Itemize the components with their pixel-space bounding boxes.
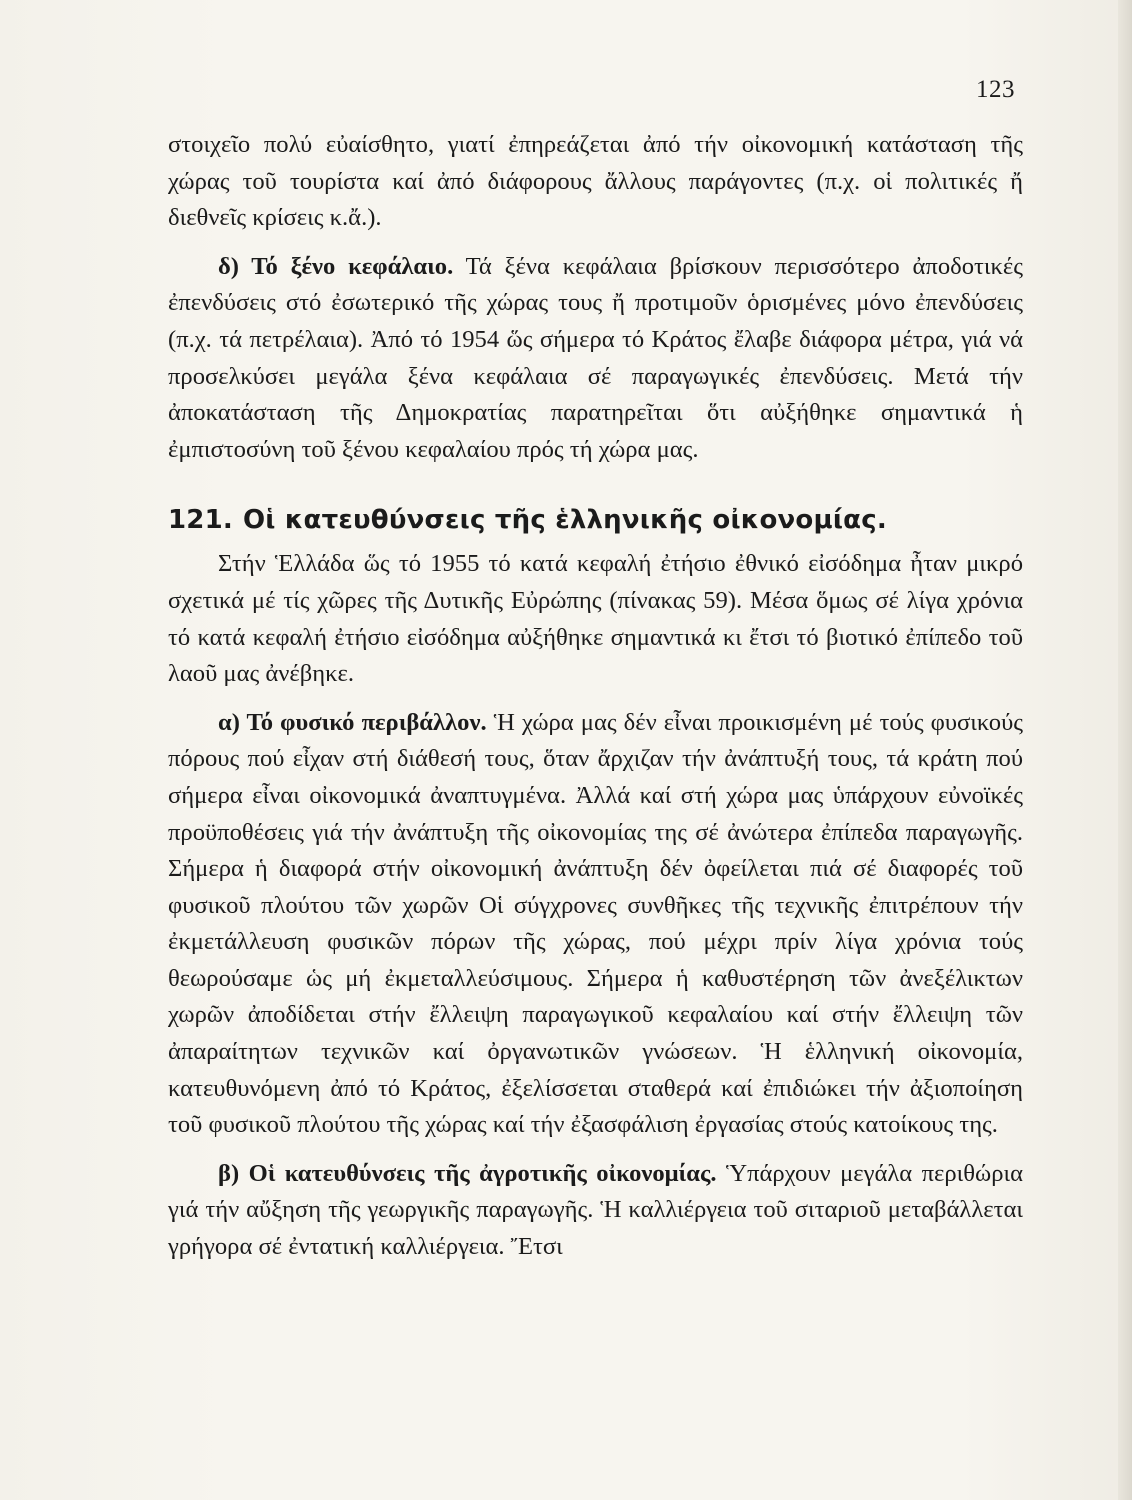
subsection-text-natural-environment: Ἡ χώρα μας δέν εἶναι προικισμένη μέ τούς φυσικούς πόρους πού εἶχαν στή διάθεσή τους, ὅταν ἄρχιζαν τήν ἀνάπτυξή τους, τά κράτη πού σήμερα εἶναι οἰκονομικά ἀναπτυγμένα. Ἀλλά καί στή χώρα μας ὑπάρχουν εὐνοϊκές προϋποθέσεις γιά τήν ἀνάπτυξη τῆς οἰκονομίας της σέ ἀνώτερα ἐπίπεδα παραγωγῆς. Σήμερα ἡ διαφορά στήν οἰκονομική ἀνάπτυξη δέν ὀφείλεται πιά σέ διαφορές τοῦ φυσικοῦ πλούτου τῶν χωρῶν Οἱ σύγχρονες συνθῆκες τῆς τεχνικῆς ἐπιτρέπουν τήν ἐκμετάλλευση φυσικῶν πόρων τῆς χώρας, πού μέχρι πρίν λίγα χρόνια τούς θεωρούσαμε ὡς μή ἐκμεταλλεύσιμους. Σήμερα ἡ καθυστέρηση τῶν ἀνεξέλικτων χωρῶν ἀποδίδεται στήν ἔλλειψη παραγωγικοῦ κεφαλαίου καί στήν ἔλλειψη τῶν ἀπαραίτητων τεχνικῶν καί ὀργανωτικῶν γνώσεων. Ἡ ἑλληνική οἰκονομία, κατευθυνόμενη ἀπό τό Κράτος, ἐξελίσσεται σταθερά καί ἐπιδιώκει τήν ἀξιοποίηση τοῦ φυσικοῦ πλούτου τῆς χώρας καί τήν ἐξασφάλιση ἐργασίας στούς κατοίκους της.	[168, 708, 1023, 1139]
subsection-text-foreign-capital: Τά ξένα κεφάλαια βρίσκουν περισσότερο ἀποδοτικές ἐπενδύσεις στό ἐσωτερικό τῆς χώρας τους ἤ προτιμοῦν ὁρισμένες μόνο ἐπενδύσεις (π.χ. τά πετρέλαια). Ἀπό τό 1954 ὥς σήμερα τό Κράτος ἔλαβε διάφορα μέτρα, γιά νά προσελκύσει μεγάλα ξένα κεφάλαια σέ παραγωγικές ἐπενδύσεις. Μετά τήν ἀποκατάσταση τῆς Δημοκρατίας παρατηρεῖται ὅτι αὐξήθηκε σημαντικά ἡ ἐμπιστοσύνη τοῦ ξένου κεφαλαίου πρός τή χώρα μας.	[168, 252, 1023, 463]
page-edge	[1118, 0, 1132, 1500]
section-title: Οἱ κατευθύνσεις τῆς ἑλληνικῆς οἰκονομίας.	[242, 505, 887, 536]
paragraph-natural-environment	[168, 705, 1023, 1144]
section-number: 121.	[168, 505, 233, 536]
subsection-text-agricultural-economy: Ὑπάρχουν μεγάλα περιθώρια γιά τήν αὔξηση τῆς γεωργικῆς παραγωγῆς. Ἡ καλλιέργεια τοῦ σιταριοῦ μεταβάλλεται γρήγορα σέ ἐντατική καλλιέργεια. Ἔτσι	[168, 1159, 1023, 1261]
paragraph-intro: στοιχεῖο πολύ εὐαίσθητο, γιατί ἐπηρεάζεται ἀπό τήν οἰκονομική κατάσταση τῆς χώρας τοῦ τουρίστα καί ἀπό διάφορους ἄλλους παράγοντες (π.χ. οἱ πολιτικές ἤ διεθνεῖς κρίσεις κ.ἄ.).	[168, 131, 1023, 232]
page-number: 123	[976, 76, 1015, 103]
subsection-heading-foreign-capital: δ) Τό ξένο κεφάλαιο.	[218, 252, 454, 280]
section-heading	[168, 500, 1023, 540]
subsection-heading-natural-environment: α) Τό φυσικό περιβάλλον.	[218, 708, 487, 736]
paragraph-agricultural-economy	[168, 1156, 1023, 1266]
page-body	[168, 127, 1023, 1266]
subsection-heading-agricultural-economy: β) Οἱ κατευθύνσεις τῆς ἀγροτικῆς οἰκονομίας.	[218, 1159, 717, 1187]
paragraph-income: Στήν Ἑλλάδα ὥς τό 1955 τό κατά κεφαλή ἐτήσιο ἐθνικό εἰσόδημα ἦταν μικρό σχετικά μέ τίς χῶρες τῆς Δυτικῆς Εὐρώπης (πίνακας 59). Μέσα ὅμως σέ λίγα χρόνια τό κατά κεφαλή ἐτήσιο εἰσόδημα αὐξήθηκε σημαντικά κι ἔτσι τό βιοτικό ἐπίπεδο τοῦ λαοῦ μας ἀνέβηκε.	[168, 550, 1023, 688]
paragraph-foreign-capital	[168, 249, 1023, 469]
